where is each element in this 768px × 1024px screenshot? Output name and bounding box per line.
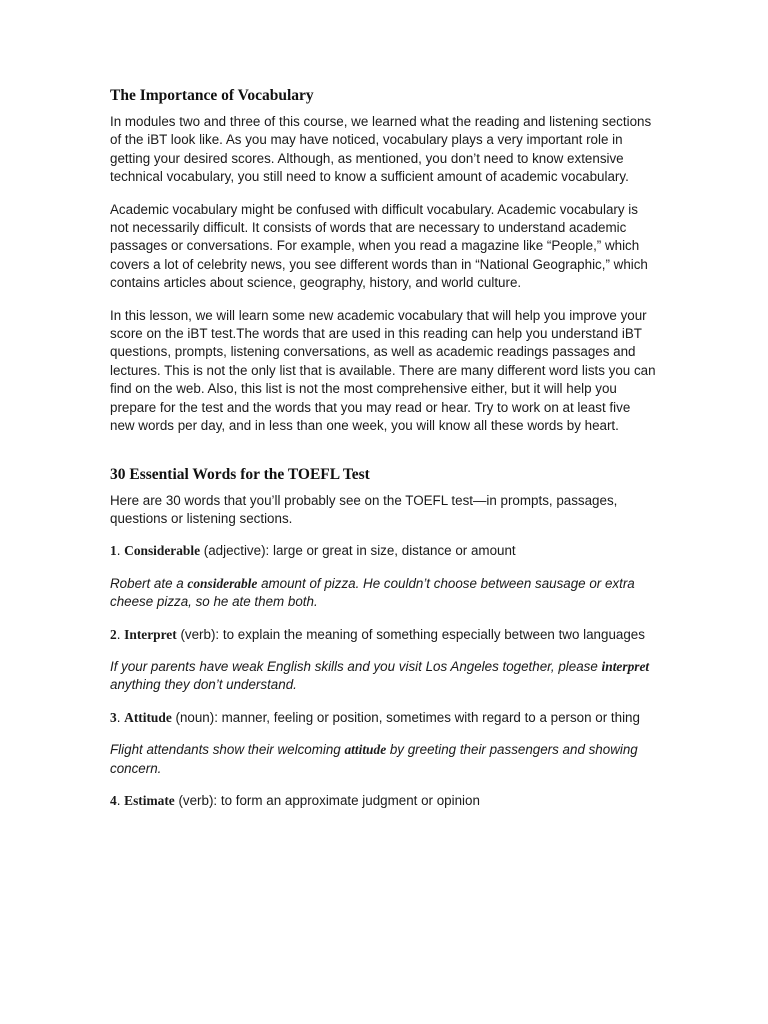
example-text: anything they don’t understand. [110, 677, 297, 693]
word-meaning: to explain the meaning of something especially between two languages [219, 626, 645, 642]
document-content [110, 86, 658, 824]
word-pos: (verb): [174, 792, 218, 808]
word-definition-1: 1. Considerable (adjective): large or great in size, distance or amount [110, 543, 516, 559]
word-definition-2: 2. Interpret (verb): to explain the meaning of something especially between two languages [110, 626, 645, 642]
word-number: 4 [110, 792, 117, 808]
example-text: amount of pizza. He couldn’t choose between sausage or extra cheese pizza, so he ate them both. [110, 575, 635, 610]
paragraph-2: Academic vocabulary might be confused with difficult vocabulary. Academic vocabulary is not necessarily difficult. It consists of words that are necessary to understand academic passages or conversations. For example, when you read a magazine like “People,” which covers a lot of celebrity news, you see different words than in “National Geographic,” which contains articles about science, geography, history, and world culture. [110, 201, 648, 291]
word-example-1 [110, 575, 658, 612]
word-number: 3 [110, 709, 117, 725]
paragraph-3: In this lesson, we will learn some new academic vocabulary that will help you improve your score on the iBT test.The words that are used in this reading can help you understand iBT questions, prompts, listening conversations, as well as academic readings passages and lectures. This is not the only list that is available. There are many different word lists you can find on the web. Also, this list is not the most comprehensive either, but it will help you prepare for the test and the words that you may read or hear. Try to work on at least five new words per day, and in less than one week, you will know all these words by heart. [110, 307, 656, 434]
word-term: Estimate [124, 792, 175, 808]
example-text: Robert ate a [110, 575, 188, 591]
word-meaning: large or great in size, distance or amount [269, 543, 516, 559]
word-term: Attitude [124, 709, 172, 725]
example-text: If your parents have weak English skills and you visit Los Angeles together, please [110, 658, 602, 674]
example-keyword: considerable [187, 575, 258, 591]
word-number: 2 [110, 626, 117, 642]
intro-paragraph: Here are 30 words that you’ll probably see on the TOEFL test—in prompts, passages, questions or listening sections. [110, 492, 618, 526]
example-text: by greeting their passengers and showing concern. [110, 742, 638, 776]
word-definition-3: 3. Attitude (noun): manner, feeling or position, sometimes with regard to a person or thing [110, 709, 640, 725]
example-keyword: attitude [344, 742, 387, 758]
word-definition-4: 4. Estimate (verb): to form an approximate judgment or opinion [110, 792, 480, 808]
word-pos: (adjective): [200, 543, 270, 559]
word-meaning: to form an approximate judgment or opinion [217, 792, 480, 808]
paragraph-1: In modules two and three of this course, we learned what the reading and listening sections of the iBT look like. As you may have noticed, vocabulary plays a very important role in getting your desired scores. Although, as mentioned, you don’t need to know extensive technical vocabulary, you still need to know a sufficient amount of academic vocabulary. [110, 114, 652, 185]
example-text: Flight attendants show their welcoming [110, 742, 345, 758]
word-example-2 [110, 658, 658, 695]
word-pos: (noun): [171, 709, 218, 725]
example-keyword: interpret [601, 658, 650, 674]
word-pos: (verb): [176, 626, 220, 642]
word-number: 1 [110, 543, 117, 559]
word-term: Interpret [124, 626, 177, 642]
section-heading-essential-words: 30 Essential Words for the TOEFL Test [110, 465, 370, 483]
section-heading-vocabulary: The Importance of Vocabulary [110, 87, 314, 104]
word-example-3 [110, 741, 658, 778]
word-term: Considerable [124, 543, 201, 559]
word-meaning: manner, feeling or position, sometimes with regard to a person or thing [217, 709, 640, 725]
